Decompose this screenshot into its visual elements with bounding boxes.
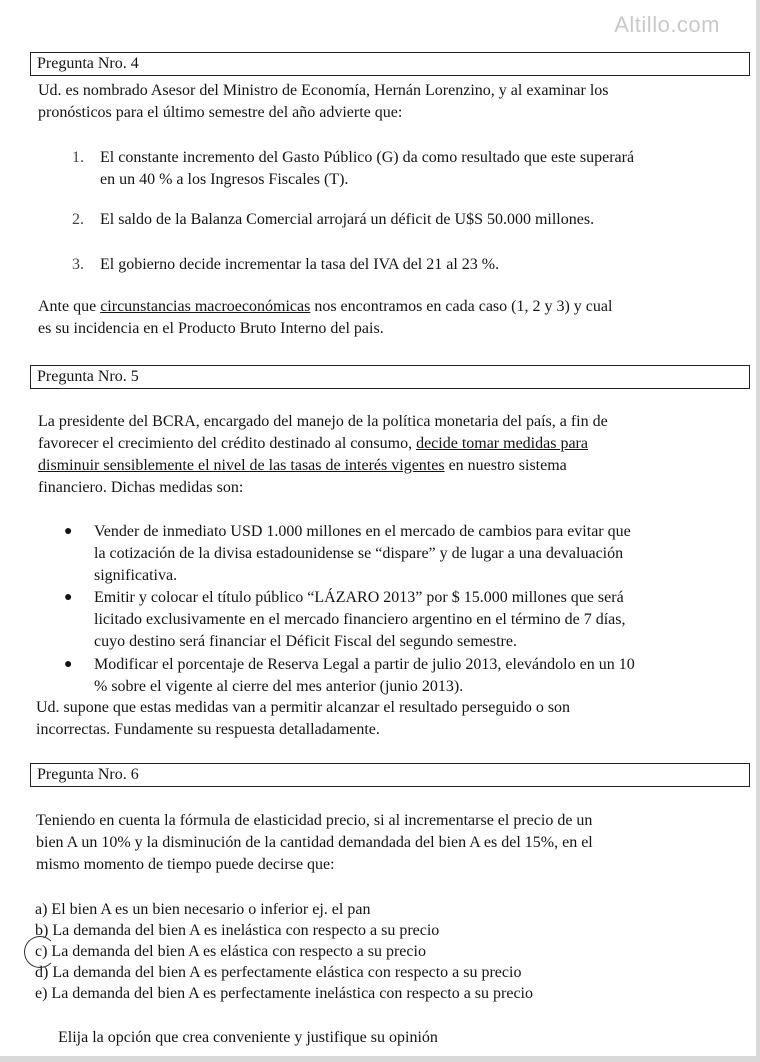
scan-edge-bottom <box>0 1056 760 1062</box>
q4-closing-line-1 <box>38 296 742 318</box>
q6-option-b: b) La demanda del bien A es inelástica con respecto a su precio <box>35 922 440 939</box>
q5-para-line-2-underlined: decide tomar medidas para <box>416 435 588 452</box>
bullet-icon: ● <box>64 524 73 539</box>
q5-closing-line-2: incorrectas. Fundamente su respuesta detalladamente. <box>36 721 380 738</box>
q5-para-line-2-pre: favorecer el crecimiento del crédito destinado al consumo, <box>38 435 417 452</box>
question-4-header: Pregunta Nro. 4 <box>30 52 750 76</box>
q4-closing-post: nos encontramos en cada caso (1, 2 y 3) y cual <box>310 298 613 315</box>
q5-bullet-3-line-1: Modificar el porcentaje de Reserva Legal a partir de julio 2013, elevándolo en un 10 <box>94 656 635 673</box>
q5-bullet-1-line-1: Vender de inmediato USD 1.000 millones en el mercado de cambios para evitar que <box>94 523 631 540</box>
q4-item-1-line-1: El constante incremento del Gasto Público (G) da como resultado que este superará <box>100 149 635 166</box>
bullet-icon: ● <box>64 590 73 605</box>
q5-bullet-3-line-2: % sobre el vigente al cierre del mes anterior (junio 2013). <box>94 678 464 695</box>
q5-bullet-2-line-3: cuyo destino será financiar el Déficit Fiscal del segundo semestre. <box>94 633 517 650</box>
q4-item-1-number: 1. <box>72 149 84 166</box>
q4-intro-line-1: Ud. es nombrado Asesor del Ministro de Economía, Hernán Lorenzino, y al examinar los <box>38 82 609 99</box>
q5-para-line-3-post: en nuestro sistema <box>444 457 567 474</box>
q5-para-line-4: financiero. Dichas medidas son: <box>38 479 244 496</box>
q5-para-line-3-underlined: disminuir sensiblemente el nivel de las tasas de interés vigentes <box>38 457 445 474</box>
q6-option-a: a) El bien A es un bien necesario o inferior ej. el pan <box>35 901 371 918</box>
question-5-header: Pregunta Nro. 5 <box>30 365 750 389</box>
question-6-header: Pregunta Nro. 6 <box>30 763 750 787</box>
q5-closing-line-1: Ud. supone que estas medidas van a permitir alcanzar el resultado perseguido o son <box>36 699 571 716</box>
q6-para-line-2: bien A un 10% y la disminución de la cantidad demandada del bien A es del 15%, en el <box>36 834 593 851</box>
q4-closing-pre: Ante que <box>38 298 101 315</box>
q5-bullet-2-line-2: licitado exclusivamente en el mercado financiero argentino en el término de 7 días, <box>94 611 626 628</box>
q6-closing: Elija la opción que crea conveniente y justifique su opinión <box>58 1029 438 1046</box>
q6-option-d: d) La demanda del bien A es perfectamente elástica con respecto a su precio <box>35 964 522 981</box>
q5-bullet-1-line-2: la cotización de la divisa estadounidense se “dispare” y de lugar a una devaluación <box>94 545 624 562</box>
handwritten-circle-mark <box>24 936 56 968</box>
scan-edge-right <box>756 0 760 1062</box>
q4-item-2-line-1: El saldo de la Balanza Comercial arrojará un déficit de U$S 50.000 millones. <box>100 211 595 228</box>
q6-para-line-1: Teniendo en cuenta la fórmula de elasticidad precio, si al incrementarse el precio de un <box>36 812 593 829</box>
q5-bullet-2-line-1: Emitir y colocar el título público “LÁZARO 2013” por $ 15.000 millones que será <box>94 589 624 606</box>
q4-intro-line-2: pronósticos para el último semestre del año advierte que: <box>38 104 403 121</box>
q5-para-line-1: La presidente del BCRA, encargado del manejo de la política monetaria del país, a fin de <box>38 413 608 430</box>
q4-item-3-number: 3. <box>72 256 84 273</box>
q4-item-1-line-2: en un 40 % a los Ingresos Fiscales (T). <box>100 171 349 188</box>
q6-option-e: e) La demanda del bien A es perfectamente inelástica con respecto a su precio <box>35 985 533 1002</box>
q4-closing-line-2: es su incidencia en el Producto Bruto Interno del pais. <box>38 320 384 337</box>
q4-item-2-number: 2. <box>72 211 84 228</box>
q5-para-line-2 <box>38 433 742 455</box>
q4-closing-underlined: circunstancias macroeconómicas <box>100 298 311 315</box>
q6-para-line-3: mismo momento de tiempo puede decirse que: <box>36 856 335 873</box>
watermark-logo: Altillo.com <box>614 12 720 37</box>
q6-option-c: c) La demanda del bien A es elástica con respecto a su precio <box>35 943 426 960</box>
q4-item-3-line-1: El gobierno decide incrementar la tasa del IVA del 21 al 23 %. <box>100 256 500 273</box>
q5-bullet-1-line-3: significativa. <box>94 567 178 584</box>
bullet-icon: ● <box>64 657 73 672</box>
q5-para-line-3 <box>38 455 742 477</box>
